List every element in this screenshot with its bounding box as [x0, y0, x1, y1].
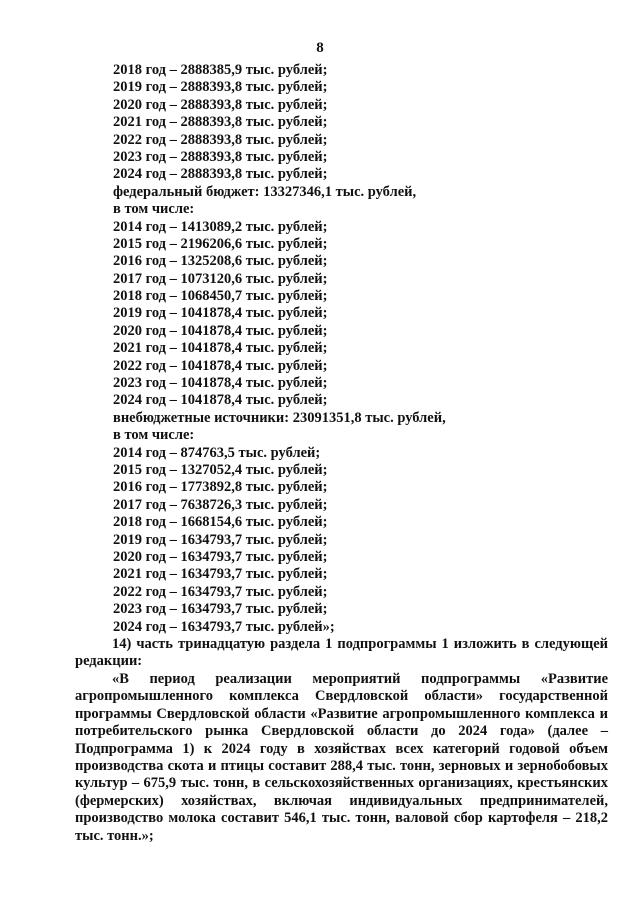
funding-line: 2016 год – 1325208,6 тыс. рублей;	[113, 253, 328, 270]
funding-line: 2022 год – 1634793,7 тыс. рублей;	[113, 583, 328, 600]
funding-line: 2023 год – 1634793,7 тыс. рублей;	[113, 601, 328, 618]
funding-line: 2018 год – 1068450,7 тыс. рублей;	[113, 288, 328, 305]
funding-line: 2023 год – 2888393,8 тыс. рублей;	[113, 148, 328, 165]
paragraph-quote	[75, 671, 608, 845]
funding-line: 2018 год – 2888385,9 тыс. рублей;	[113, 62, 328, 78]
funding-line: в том числе:	[113, 427, 195, 444]
funding-line: 2021 год – 1634793,7 тыс. рублей;	[113, 566, 328, 583]
funding-line: 2020 год – 1634793,7 тыс. рублей;	[113, 548, 328, 565]
funding-line: 2022 год – 1041878,4 тыс. рублей;	[113, 357, 328, 374]
funding-line: 2015 год – 2196206,6 тыс. рублей;	[113, 235, 328, 252]
funding-line: в том числе:	[113, 201, 195, 218]
funding-line: 2021 год – 1041878,4 тыс. рублей;	[113, 340, 328, 357]
funding-line: 2023 год – 1041878,4 тыс. рублей;	[113, 375, 328, 392]
funding-line: 2019 год – 1041878,4 тыс. рублей;	[113, 305, 328, 322]
funding-list	[113, 62, 593, 636]
funding-line: 2020 год – 1041878,4 тыс. рублей;	[113, 322, 328, 339]
funding-line: 2020 год – 2888393,8 тыс. рублей;	[113, 96, 328, 113]
paragraph-quote-text: «В период реализации мероприятий подпрограммы «Развитие агропромышленного комплекса Свердловской области» государственной программы Свердловской области «Развитие агропромышленного комплекса и потребительского рынка Свердловской области до 2024 года» (далее – Подпрограмма 1) к 2024 году в хозяйствах всех категорий годовой объем производства скота и птицы составит 288,4 тыс. тонн, зерновых и зернобобовых культур – 675,9 тыс. тонн, в сельскохозяйственных организациях, крестьянских (фермерских) хозяйствах, включая индивидуальных предпринимателей, производство молока составит 546,1 тыс. тонн, валовой сбор картофеля – 218,2 тыс. тонн.»;	[75, 671, 608, 844]
page-number: 8	[316, 40, 324, 56]
funding-line: 2014 год – 874763,5 тыс. рублей;	[113, 444, 321, 461]
paragraph-item-14	[75, 636, 608, 671]
funding-line: 2017 год – 1073120,6 тыс. рублей;	[113, 270, 328, 287]
funding-line: 2017 год – 7638726,3 тыс. рублей;	[113, 496, 328, 513]
funding-line: федеральный бюджет: 13327346,1 тыс. рублей,	[113, 183, 417, 200]
funding-line: 2024 год – 1634793,7 тыс. рублей»;	[113, 618, 335, 635]
funding-line: 2015 год – 1327052,4 тыс. рублей;	[113, 461, 328, 478]
funding-line: 2019 год – 2888393,8 тыс. рублей;	[113, 79, 328, 96]
funding-line: внебюджетные источники: 23091351,8 тыс. рублей,	[113, 409, 446, 426]
funding-line: 2022 год – 2888393,8 тыс. рублей;	[113, 131, 328, 148]
funding-line: 2019 год – 1634793,7 тыс. рублей;	[113, 531, 328, 548]
paragraph-item-14-text: 14) часть тринадцатую раздела 1 подпрограммы 1 изложить в следующей редакции:	[75, 636, 608, 670]
funding-line: 2014 год – 1413089,2 тыс. рублей;	[113, 218, 328, 235]
funding-line: 2021 год – 2888393,8 тыс. рублей;	[113, 114, 328, 131]
funding-line: 2018 год – 1668154,6 тыс. рублей;	[113, 514, 328, 531]
funding-line: 2016 год – 1773892,8 тыс. рублей;	[113, 479, 328, 496]
funding-line: 2024 год – 2888393,8 тыс. рублей;	[113, 166, 328, 183]
funding-line: 2024 год – 1041878,4 тыс. рублей;	[113, 392, 328, 409]
